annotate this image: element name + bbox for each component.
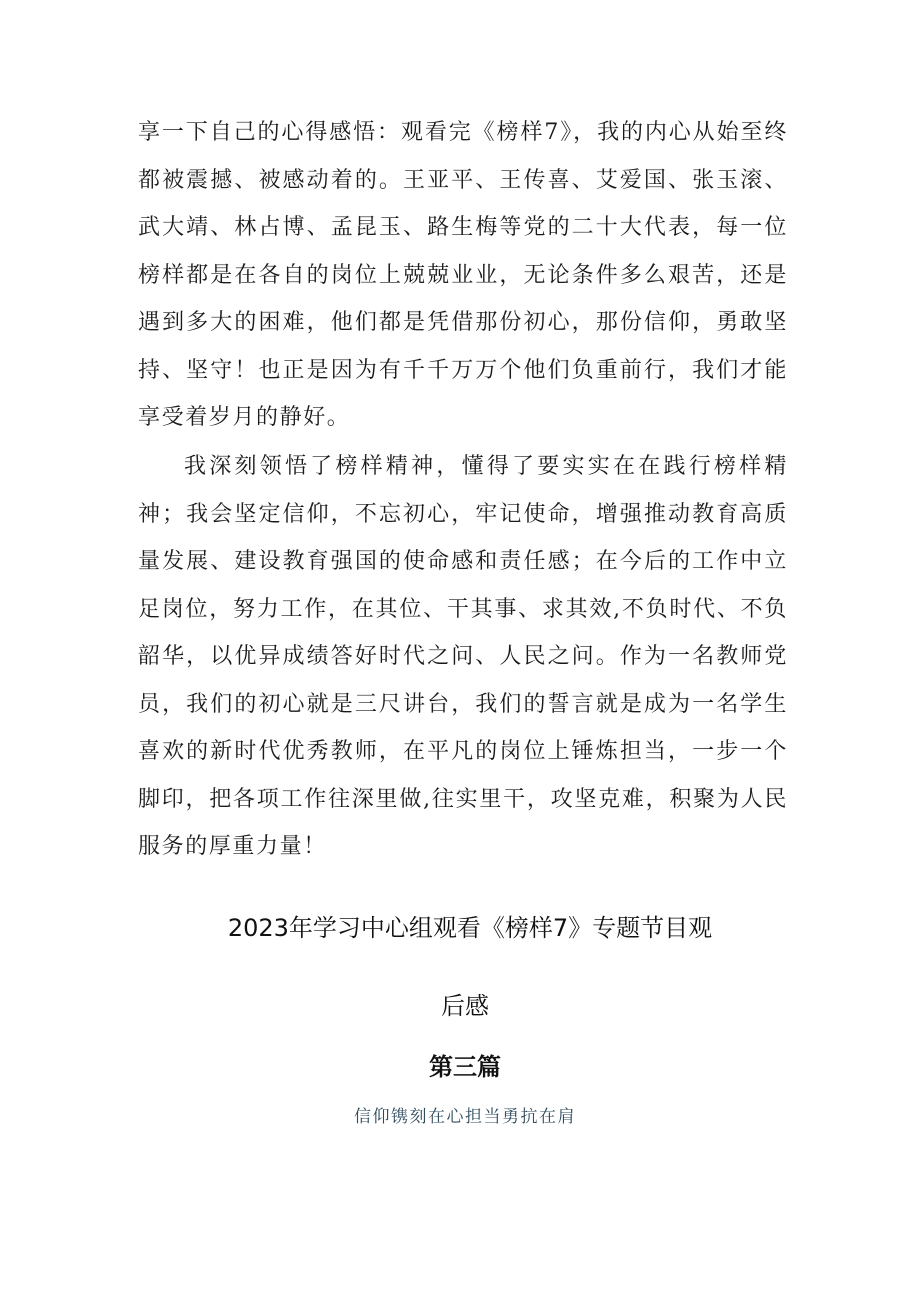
body-paragraph-2: 我深刻领悟了榜样精神，懂得了要实实在在践行榜样精神；我会坚定信仰，不忘初心，牢记使命，增强推动教育高质量发展、建设教育强国的使命感和责任感；在今后的工作中立足岗位，努力工作，在其位、干其事、求其效,不负时代、不负韶华，以优异成绩答好时代之问、人民之问。作为一名教师党员，我们的初心就是三尺讲台，我们的誓言就是成为一名学生喜欢的新时代优秀教师，在平凡的岗位上锤炼担当，一步一个脚印，把各项工作往深里做,往实里干，攻坚克难，积聚为人民服务的厚重力量！: [138, 454, 788, 859]
article-title-line-2: 后感: [441, 992, 489, 1020]
body-paragraph-1: 享一下自己的心得感悟：观看完《榜样7》，我的内心从始至终都被震撼、被感动着的。王亚平、王传喜、艾爱国、张玉滚、武大靖、林占博、孟昆玉、路生梅等党的二十大代表，每一位榜样都是在各自的岗位上兢兢业业，无论条件多么艰苦，还是遇到多大的困难，他们都是凭借那份初心，那份信仰，勇敢坚持、坚守！也正是因为有千千万万个他们负重前行，我们才能享受着岁月的静好。: [138, 120, 788, 430]
article-title-line-1: 2023年学习中心组观看《榜样7》专题节目观: [227, 914, 713, 942]
section-label: 第三篇: [429, 1053, 501, 1081]
section-motto: 信仰镌刻在心担当勇抗在肩: [354, 1107, 576, 1127]
